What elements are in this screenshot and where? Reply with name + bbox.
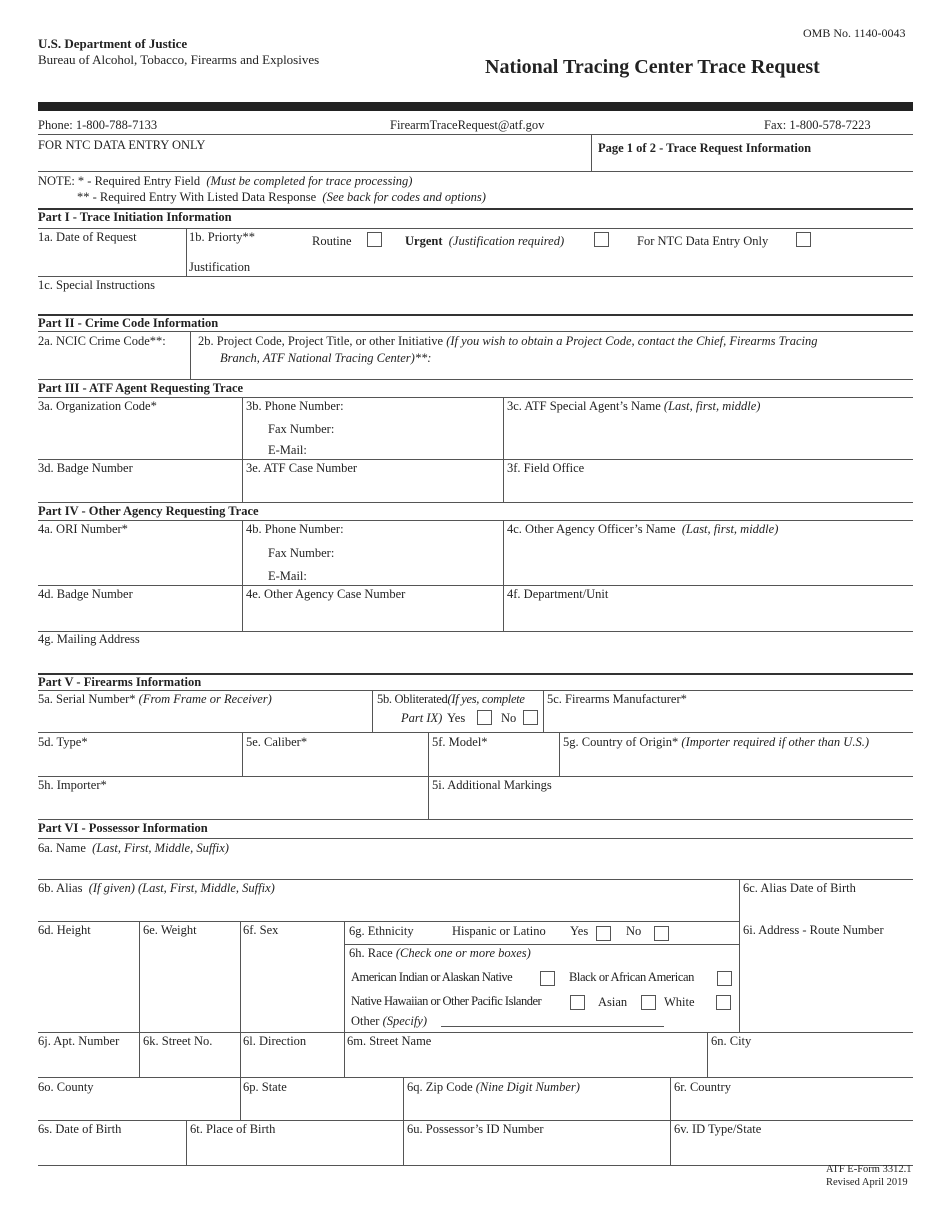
part4-title: Part IV - Other Agency Requesting Trace	[38, 504, 259, 518]
additional-markings-label: 5i. Additional Markings	[432, 778, 552, 792]
race-asian-checkbox[interactable]	[641, 995, 656, 1010]
divider	[38, 134, 913, 135]
ntc-entry-checkbox[interactable]	[796, 232, 811, 247]
form-number: ATF E-Form 3312.1	[826, 1164, 912, 1175]
project-code-note: Branch, ATF National Tracing Center)**:	[220, 351, 432, 365]
county-label: 6o. County	[38, 1080, 94, 1094]
atf-email-label: E-Mail:	[268, 443, 307, 457]
atf-case-label: 3e. ATF Case Number	[246, 461, 358, 475]
zip-label: 6q. Zip Code (Nine Digit Number)	[407, 1080, 580, 1094]
race-black-label: Black or African American	[569, 970, 695, 984]
agency-phone-label: 4b. Phone Number:	[246, 522, 344, 536]
alias-dob-label: 6c. Alias Date of Birth	[743, 881, 856, 895]
obliterated-no-label: No	[501, 711, 517, 725]
note-line-1: NOTE: * - Required Entry Field (Must be completed for trace processing)	[38, 174, 413, 188]
routine-label: Routine	[312, 234, 352, 248]
height-label: 6d. Height	[38, 923, 91, 937]
ori-label: 4a. ORI Number*	[38, 522, 128, 536]
atf-phone-label: 3b. Phone Number:	[246, 399, 344, 413]
phone: Phone: 1-800-788-7133	[38, 118, 158, 132]
urgent-option: Urgent (Justification required)	[405, 234, 565, 248]
department-unit-label: 4f. Department/Unit	[507, 587, 609, 601]
ethnicity-label: 6g. Ethnicity	[349, 924, 414, 938]
ntc-entry-label: For NTC Data Entry Only	[637, 234, 769, 248]
id-type-label: 6v. ID Type/State	[674, 1122, 762, 1136]
agency-email-label: E-Mail:	[268, 569, 307, 583]
agency-fax-label: Fax Number:	[268, 546, 335, 560]
routine-checkbox[interactable]	[367, 232, 382, 247]
project-code-label: 2b. Project Code, Project Title, or other Initiative (If you wish to obtain a Project Code, contact the Chief, Firearms Tracing	[198, 334, 818, 348]
origin-label: 5g. Country of Origin* (Importer required if other than U.S.)	[563, 735, 869, 749]
alias-label: 6b. Alias (If given) (Last, First, Middle, Suffix)	[38, 881, 275, 895]
importer-label: 5h. Importer*	[38, 778, 107, 792]
email: FirearmTraceRequest@atf.gov	[390, 118, 545, 132]
officer-name-label: 4c. Other Agency Officer’s Name (Last, first, middle)	[507, 522, 779, 536]
ntc-entry-only: FOR NTC DATA ENTRY ONLY	[38, 138, 206, 152]
serial-number-label: 5a. Serial Number* (From Frame or Receiver)	[38, 692, 272, 706]
form-title: National Tracing Center Trace Request	[485, 56, 820, 78]
possessor-name-label: 6a. Name (Last, First, Middle, Suffix)	[38, 841, 229, 855]
hispanic-yes-checkbox[interactable]	[596, 926, 611, 941]
hispanic-label: Hispanic or Latino	[452, 924, 546, 938]
model-label: 5f. Model*	[432, 735, 488, 749]
atf-fax-label: Fax Number:	[268, 422, 335, 436]
agency-case-label: 4e. Other Agency Case Number	[246, 587, 406, 601]
bureau-name: Bureau of Alcohol, Tobacco, Firearms and Explosives	[38, 52, 320, 67]
ncic-code-label: 2a. NCIC Crime Code**:	[38, 334, 166, 348]
race-other-input[interactable]	[441, 1026, 664, 1027]
state-label: 6p. State	[243, 1080, 287, 1094]
part2-title: Part II - Crime Code Information	[38, 316, 219, 330]
part6-title: Part VI - Possessor Information	[38, 821, 208, 835]
org-code-label: 3a. Organization Code*	[38, 399, 157, 413]
city-label: 6n. City	[711, 1034, 752, 1048]
hispanic-yes-label: Yes	[570, 924, 589, 938]
date-of-request-label: 1a. Date of Request	[38, 230, 137, 244]
weight-label: 6e. Weight	[143, 923, 197, 937]
apt-number-label: 6j. Apt. Number	[38, 1034, 120, 1048]
part1-title: Part I - Trace Initiation Information	[38, 210, 232, 224]
race-nh-checkbox[interactable]	[570, 995, 585, 1010]
hispanic-no-label: No	[626, 924, 642, 938]
obliterated-label: 5b. Obliterated(If yes, complete	[377, 692, 525, 706]
urgent-checkbox[interactable]	[594, 232, 609, 247]
part5-title: Part V - Firearms Information	[38, 675, 202, 689]
justification-label: Justification	[189, 260, 251, 274]
field-office-label: 3f. Field Office	[507, 461, 585, 475]
street-no-label: 6k. Street No.	[143, 1034, 213, 1048]
direction-label: 6l. Direction	[243, 1034, 307, 1048]
department-name: U.S. Department of Justice	[38, 36, 188, 51]
special-instructions-label: 1c. Special Instructions	[38, 278, 155, 292]
header-bar	[38, 102, 913, 111]
obliterated-no-checkbox[interactable]	[523, 710, 538, 725]
race-asian-label: Asian	[598, 995, 628, 1009]
race-white-checkbox[interactable]	[716, 995, 731, 1010]
race-label: 6h. Race (Check one or more boxes)	[349, 946, 531, 960]
mailing-address-label: 4g. Mailing Address	[38, 632, 140, 646]
race-other-label: Other (Specify)	[351, 1014, 428, 1028]
part9-note: Part IX)	[401, 711, 443, 725]
agent-name-label: 3c. ATF Special Agent’s Name (Last, first, middle)	[507, 399, 761, 413]
street-name-label: 6m. Street Name	[347, 1034, 432, 1048]
pob-label: 6t. Place of Birth	[190, 1122, 276, 1136]
manufacturer-label: 5c. Firearms Manufacturer*	[547, 692, 687, 706]
fax: Fax: 1-800-578-7223	[764, 118, 871, 132]
note-line-2: ** - Required Entry With Listed Data Response (See back for codes and options)	[77, 190, 486, 204]
atf-badge-label: 3d. Badge Number	[38, 461, 133, 475]
type-label: 5d. Type*	[38, 735, 88, 749]
part3-title: Part III - ATF Agent Requesting Trace	[38, 381, 244, 395]
race-ai-label: American Indian or Alaskan Native	[351, 970, 513, 984]
country-label: 6r. Country	[674, 1080, 731, 1094]
omb-number: OMB No. 1140-0043	[803, 26, 906, 40]
caliber-label: 5e. Caliber*	[246, 735, 308, 749]
page-info: Page 1 of 2 - Trace Request Information	[598, 141, 812, 155]
possessor-id-label: 6u. Possessor’s ID Number	[407, 1122, 544, 1136]
obliterated-yes-label: Yes	[447, 711, 466, 725]
race-ai-checkbox[interactable]	[540, 971, 555, 986]
race-white-label: White	[664, 995, 695, 1009]
hispanic-no-checkbox[interactable]	[654, 926, 669, 941]
agency-badge-label: 4d. Badge Number	[38, 587, 133, 601]
obliterated-yes-checkbox[interactable]	[477, 710, 492, 725]
address-route-label: 6i. Address - Route Number	[743, 923, 884, 937]
dob-label: 6s. Date of Birth	[38, 1122, 122, 1136]
sex-label: 6f. Sex	[243, 923, 279, 937]
race-nh-label: Native Hawaiian or Other Pacific Islander	[351, 994, 542, 1008]
race-black-checkbox[interactable]	[717, 971, 732, 986]
revision-date: Revised April 2019	[826, 1177, 908, 1188]
priority-label: 1b. Priorty**	[189, 230, 255, 244]
